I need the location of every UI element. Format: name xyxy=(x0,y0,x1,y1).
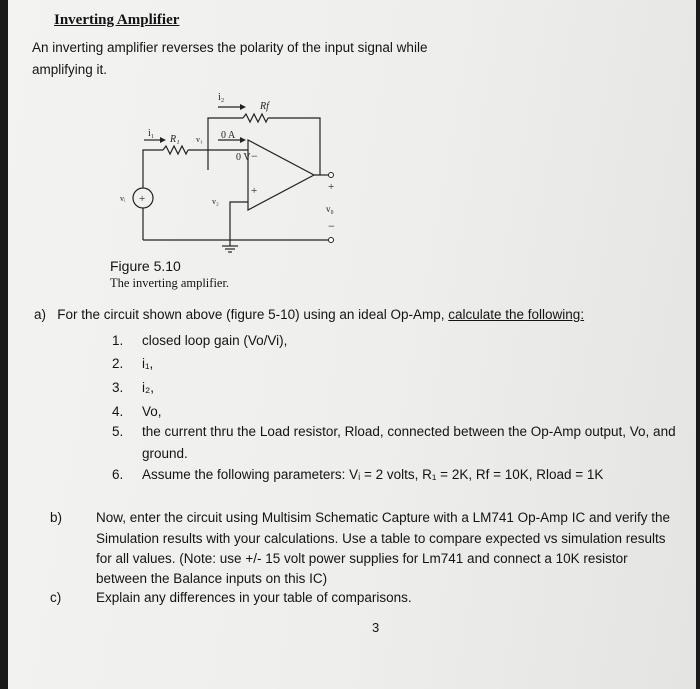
list-item: 2. i₁, xyxy=(112,356,154,371)
part-a-underlined: calculate the following: xyxy=(448,307,585,322)
rf-resistor xyxy=(243,114,268,122)
list-item: 3. i₂, xyxy=(112,380,154,395)
intro-line-1: An inverting amplifier reverses the polarity of the input signal while xyxy=(32,40,428,55)
part-c-marker: c) xyxy=(50,590,62,605)
part-b-line-4: between the Balance inputs on this IC) xyxy=(96,571,328,586)
part-a-marker: a) xyxy=(34,307,47,322)
label-v2: v₂ xyxy=(212,197,219,206)
intro-line-2: amplifying it. xyxy=(32,62,108,77)
source-plus: + xyxy=(139,193,146,205)
inverting-amplifier-circuit xyxy=(118,86,358,258)
output-terminal xyxy=(329,173,334,178)
ground-terminal xyxy=(329,238,334,243)
op-amp-symbol xyxy=(248,140,314,210)
part-a-question xyxy=(34,307,584,322)
page-number: 3 xyxy=(372,620,380,635)
part-c-text: Explain any differences in your table of comparisons. xyxy=(96,590,412,605)
label-v1: v₁ xyxy=(196,135,203,144)
part-b-line-3: for all values. (Note: use +/- 15 volt power supplies for Lm741 and connect a 10K resistor xyxy=(96,551,628,566)
list-item: 6. Assume the following parameters: Vᵢ = 2 volts, R₁ = 2K, Rf = 10K, Rload = 1K xyxy=(112,467,604,482)
document-page xyxy=(8,0,696,689)
part-a-text: For the circuit shown above (figure 5-10) using an ideal Op-Amp, xyxy=(57,307,449,322)
label-i1: i₁ xyxy=(148,128,155,139)
label-0a: 0 A xyxy=(221,130,236,141)
list-item: ground. xyxy=(142,446,188,461)
document-title: Inverting Amplifier xyxy=(54,12,180,28)
label-rf: Rf xyxy=(260,101,269,112)
part-b-line-1: Now, enter the circuit using Multisim Schematic Capture with a LM741 Op-Amp IC and verify the xyxy=(96,510,670,525)
op-amp-plus: + xyxy=(251,185,258,197)
label-0v: 0 V xyxy=(236,152,251,163)
list-item: 1. closed loop gain (Vo/Vi), xyxy=(112,333,288,348)
r1-resistor xyxy=(163,146,188,154)
label-vi: vᵢ xyxy=(120,194,126,203)
op-amp-minus: − xyxy=(251,149,258,163)
part-b-line-2: Simulation results with your calculations. Use a table to compare expected vs simulation results xyxy=(96,531,666,546)
output-minus: − xyxy=(328,219,335,233)
label-vo: v₀ xyxy=(326,204,334,214)
label-i2: i₂ xyxy=(218,92,225,103)
part-b-marker: b) xyxy=(50,510,63,525)
figure-caption: The inverting amplifier. xyxy=(110,276,230,290)
label-r1: R₁ xyxy=(170,134,180,145)
list-item: 4. Vo, xyxy=(112,404,162,419)
list-item: 5. the current thru the Load resistor, Rload, connected between the Op-Amp output, Vo, and xyxy=(112,424,676,439)
figure-label: Figure 5.10 xyxy=(110,258,181,274)
output-plus: + xyxy=(328,181,335,193)
